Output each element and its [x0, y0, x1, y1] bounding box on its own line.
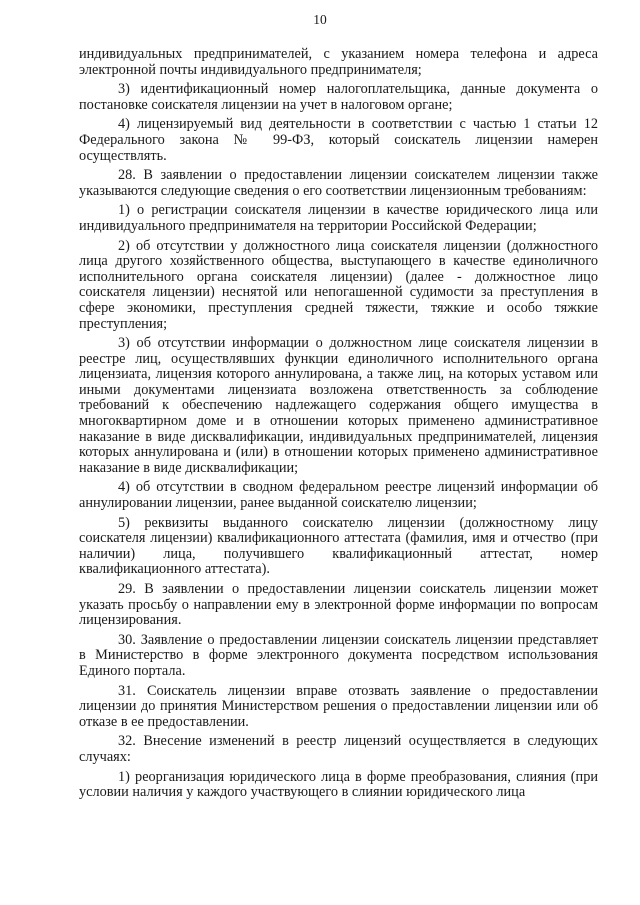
paragraph-clause-31: 31. Соискатель лицензии вправе отозвать заявление о предоставлении лицензии до принятия Министерством решения о предоставлении лицензии или об отказе в ее предоставлении.: [79, 682, 598, 730]
paragraph-clause-32: 32. Внесение изменений в реестр лицензий осуществляется в следующих случаях:: [79, 733, 598, 765]
paragraph-clause-30: 30. Заявление о предоставлении лицензии соискатель лицензии представляет в Министерство в форме электронного документа посредством использования Единого портала.: [79, 631, 598, 679]
paragraph-clause-29: 29. В заявлении о предоставлении лицензии соискатель лицензии может указать просьбу о направлении ему в электронной форме информации по вопросам лицензирования.: [79, 581, 598, 629]
paragraph: 3) об отсутствии информации о должностном лице соискателя лицензии в реестре лиц, осуществлявших функции единоличного исполнительного органа лицензиата, лицензия которого аннулирована, а также лиц, на которых уставом или иными документами лицензиата возложена ответственность за соблюдение требований к обеспечению надлежащего содержания общего имущества в многоквартирном доме и в отношении которых применено административное наказание в виде дисквалификации, индивидуальных предпринимателей, лицензия которых аннулирована и (или) в отношении которых применено административное наказание в виде дисквалификации;: [79, 335, 598, 476]
paragraph: 4) об отсутствии в сводном федеральном реестре лицензий информации об аннулировании лицензии, ранее выданной соискателю лицензии;: [79, 479, 598, 512]
paragraph: 2) об отсутствии у должностного лица соискателя лицензии (должностного лица другого хозяйственного общества, выступающего в качестве единоличного исполнительного органа соискателя лицензии) (далее - должностное лицо соискателя лицензии) неснятой или непогашенной судимости за преступления в сфере экономики, преступления средней тяжести, тяжкие и особо тяжкие преступления;: [79, 237, 598, 332]
paragraph: 1) о регистрации соискателя лицензии в качестве юридического лица или индивидуального предпринимателя на территории Российской Федерации;: [79, 202, 598, 234]
paragraph-clause-28: 28. В заявлении о предоставлении лицензии соискателем лицензии также указываются следующие сведения о его соответствии лицензионным требованиям:: [79, 167, 598, 199]
paragraph-continuation: индивидуальных предпринимателей, с указанием номера телефона и адреса электронной почты индивидуального предпринимателя;: [79, 46, 598, 78]
document-body: [79, 47, 598, 805]
paragraph: 5) реквизиты выданного соискателю лицензии (должностному лицу соискателя лицензии) квалификационного аттестата (фамилия, имя и отчество (при наличии) лица, получившего квалификационный аттестат, номер квалификационного аттестата).: [79, 514, 598, 578]
page-number: 10: [313, 12, 327, 27]
paragraph: 1) реорганизация юридического лица в форме преобразования, слияния (при условии наличия у каждого участвующего в слиянии юридического лица: [79, 768, 598, 801]
paragraph: 3) идентификационный номер налогоплательщика, данные документа о постановке соискателя лицензии на учет в налоговом органе;: [79, 81, 598, 113]
paragraph: 4) лицензируемый вид деятельности в соответствии с частью 1 статьи 12 Федерального закона № 99-ФЗ, который соискатель лицензии намерен осуществлять.: [79, 116, 598, 164]
